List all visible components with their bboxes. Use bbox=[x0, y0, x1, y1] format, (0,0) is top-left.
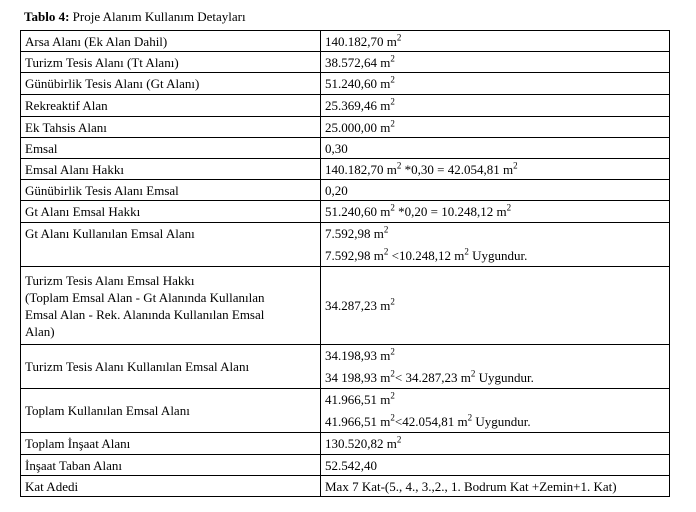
table-row bbox=[21, 138, 670, 159]
row-value: 0,30 bbox=[321, 138, 670, 159]
row-value: 51.240,60 $m^2$ bbox=[321, 73, 670, 95]
table-row bbox=[21, 95, 670, 117]
table-row bbox=[21, 159, 670, 180]
row-value-cell bbox=[321, 345, 670, 389]
row-label: Arsa Alanı (Ek Alan Dahil) bbox=[21, 31, 321, 52]
row-label: Emsal Alanı Hakkı bbox=[21, 159, 321, 180]
row-label-cell bbox=[21, 267, 321, 345]
table-row bbox=[21, 223, 670, 267]
table-row bbox=[21, 180, 670, 201]
table-row bbox=[21, 267, 670, 345]
row-label: Toplam Kullanılan Emsal Alanı bbox=[21, 389, 321, 433]
table-row bbox=[21, 455, 670, 476]
row-label: Rekreaktif Alan bbox=[21, 95, 321, 117]
table-caption bbox=[24, 9, 246, 25]
row-label: Gt Alanı Kullanılan Emsal Alanı bbox=[21, 223, 321, 267]
row-value: 41.966,51 $m^2$ bbox=[325, 390, 395, 407]
row-label: Günübirlik Tesis Alanı Emsal bbox=[21, 180, 321, 201]
row-value: 25.000,00 $m^2$ bbox=[321, 117, 670, 138]
row-value: 52.542,40 bbox=[321, 455, 670, 476]
table-row bbox=[21, 31, 670, 52]
row-label: Gt Alanı Emsal Hakkı bbox=[21, 201, 321, 223]
row-label-line: Alan) bbox=[25, 323, 55, 339]
row-value: 38.572,64 $m^2$ bbox=[321, 52, 670, 73]
row-label: Turizm Tesis Alanı Kullanılan Emsal Alanı bbox=[21, 345, 321, 389]
row-value: 0,20 bbox=[321, 180, 670, 201]
row-value: 34.198,93 $m^2$ bbox=[325, 346, 395, 363]
row-label: İnşaat Taban Alanı bbox=[21, 455, 321, 476]
row-label: Kat Adedi bbox=[21, 476, 321, 497]
table-row bbox=[21, 433, 670, 455]
table-row bbox=[21, 201, 670, 223]
caption-label: Tablo 4: bbox=[24, 9, 70, 24]
row-label-line: (Toplam Emsal Alan - Gt Alanında Kullanılan bbox=[25, 289, 265, 305]
row-value: 140.182,70 $m^2$ *0,30 = 42.054,81 $m^2$ bbox=[321, 159, 670, 180]
row-label: Emsal bbox=[21, 138, 321, 159]
table-row bbox=[21, 476, 670, 497]
row-value: 51.240,60 $m^2$ *0,20 = 10.248,12 $m^2$ bbox=[321, 201, 670, 223]
row-value-cell bbox=[321, 389, 670, 433]
row-value-cell bbox=[321, 223, 670, 267]
row-note: 7.592,98 $m^2 <10.248,12$ $m^2$ Uygundur. bbox=[325, 246, 528, 263]
table-row bbox=[21, 345, 670, 389]
row-label: Turizm Tesis Alanı (Tt Alanı) bbox=[21, 52, 321, 73]
table-row bbox=[21, 117, 670, 138]
row-note: 41.966,51 $m^2<42.054,81$ $m^2$ Uygundur. bbox=[325, 412, 531, 429]
row-label: Ek Tahsis Alanı bbox=[21, 117, 321, 138]
row-note: 34 198,93 $m^2< 34.287,23$ $m^2$ Uygundur. bbox=[325, 368, 534, 385]
row-value: 140.182,70 $m^2$ bbox=[321, 31, 670, 52]
row-label-line: Emsal Alan - Rek. Alanında Kullanılan Emsal bbox=[25, 306, 265, 322]
table-row bbox=[21, 73, 670, 95]
table-row bbox=[21, 389, 670, 433]
row-value: 130.520,82 $m^2$ bbox=[321, 433, 670, 455]
row-value: 7.592,98 $m^2$ bbox=[325, 224, 389, 241]
row-label-line: Turizm Tesis Alanı Emsal Hakkı bbox=[25, 272, 195, 288]
row-value: 34.287,23 $m^2$ bbox=[321, 267, 670, 345]
caption-title: Proje Alanım Kullanım Detayları bbox=[72, 9, 246, 24]
table-row bbox=[21, 52, 670, 73]
row-label: Toplam İnşaat Alanı bbox=[21, 433, 321, 455]
land-use-table bbox=[20, 30, 670, 497]
row-value: Max 7 Kat-(5., 4., 3.,2., 1. Bodrum Kat +Zemin+1. Kat) bbox=[321, 476, 670, 497]
row-label: Günübirlik Tesis Alanı (Gt Alanı) bbox=[21, 73, 321, 95]
row-value: 25.369,46 $m^2$ bbox=[321, 95, 670, 117]
